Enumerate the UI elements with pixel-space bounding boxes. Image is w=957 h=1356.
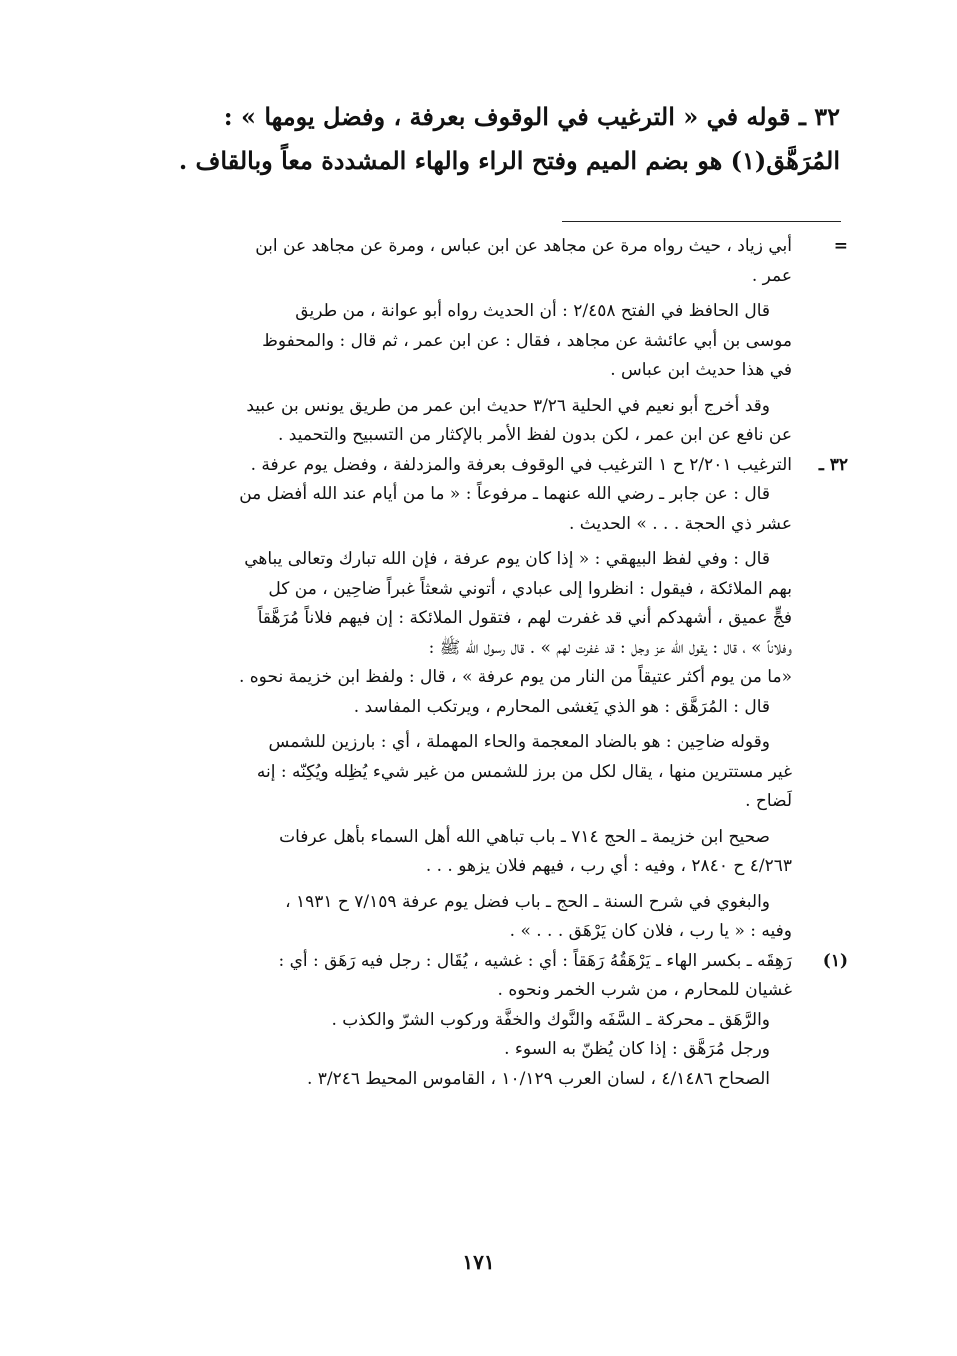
footnote-line: وقوله ضاحِين : هو بالضاد المعجمة والحاء المهملة ، أي : بارزين للشمس	[268, 732, 770, 752]
footnote-line: بهم الملائكة ، فيقول : انظروا إلى عبادي ، أتوني شعثاً غبراً ضاحِين ، من كل	[268, 578, 792, 599]
footnote-line: فجٍّ عميق ، أشهدكم أني قد غفرت لهم ، فتقول الملائكة : إن فيهم فلاناً مُرَهَّقاً	[257, 608, 792, 628]
footnote-continuation	[128, 232, 848, 291]
footnote-line: وفلاناً » ، قال : يقول الله عز وجل : قد غفرت لهم » . قال رسول الله ﷺ :	[428, 637, 792, 658]
footnote-line: قال : عن جابر ـ رضي الله عنهما ـ مرفوعاً : « ما من أيام عند الله أفضل من	[239, 484, 770, 504]
page-number: ١٧١	[462, 1250, 495, 1274]
footnote-line: عمر .	[751, 265, 792, 286]
footnote-paragraph	[128, 480, 848, 539]
footnote-line: قال الحافظ في الفتح ٢/٤٥٨ : أن الحديث رواه أبو عوانة ، من طريق	[295, 301, 770, 321]
footnote-line: غير مستترين منها ، يقال لكل من برز للشمس من غير شيء يُظِله ويُكِنّه : إنه	[256, 761, 792, 782]
footnote-separator	[562, 221, 841, 222]
continuation-marker: =	[833, 236, 848, 256]
footnote-line: والبغوي في شرح السنة ـ الحج ـ باب فضل يوم عرفة ٧/١٥٩ ح ١٩٣١ ،	[285, 891, 770, 912]
footnote-line: عن نافع عن ابن عمر ، لكن بدون لفظ الأمر بالإكثار من التسبيح والتحميد .	[277, 425, 792, 445]
footnote-line: لَضاح .	[745, 791, 792, 811]
footnote-1	[128, 947, 848, 1095]
footnote-line: قال : المُرَهَّق : هو الذي يَغشى المحارم ، ويرتكب المفاسد .	[353, 696, 770, 717]
footnote-line: غشيان للمحارم ، من شرب الخمر ونحوه .	[497, 980, 792, 1000]
footnote-paragraph	[128, 728, 848, 817]
footnote-paragraph	[128, 823, 848, 882]
footnotes	[128, 232, 848, 1094]
footnote-line: موسى بن أبي عائشة عن مجاهد ، فقال : عن ابن عمر ، ثم قال : والمحفوظ	[262, 330, 792, 351]
main-line-2: المُرَهَّق(١) هو بضم الميم وفتح الراء والهاء المشددة معاً وبالقاف .	[178, 146, 840, 175]
footnote-line: والرَّهَق ـ محركة ـ السَّفَه والنَّوك والخفَّة وركوب الشرّ والكذب .	[331, 1009, 770, 1030]
footnote-line: أبي زياد ، حيث رواه مرة عن مجاهد عن ابن عباس ، ومرة عن مجاهد عن ابن	[255, 236, 792, 256]
main-line-1: ٣٢ ـ قوله في « الترغيب في الوقوف بعرفة ، وفضل يومها » :	[223, 102, 840, 131]
footnote-line: صحيح ابن خزيمة ـ الحج ٧١٤ ـ باب تباهي الله أهل السماء بأهل عرفات	[279, 826, 770, 847]
footnote-32	[128, 451, 848, 481]
footnote-paragraph	[128, 392, 848, 451]
footnote-line: في هذا حديث ابن عباس .	[610, 360, 792, 380]
footnote-line: وفيه : « يا رب ، فلان كان يَرْهَق . . . » .	[509, 921, 792, 941]
footnote-1-marker: (١)	[822, 950, 848, 971]
footnote-paragraph	[128, 545, 848, 693]
footnote-paragraph	[128, 297, 848, 386]
footnote-line: وقد أخرج أبو نعيم في الحلية ٣/٢٦ حديث ابن عمر من طريق يونس بن عبيد	[246, 395, 770, 416]
footnote-line: رَهِقَه ـ بكسر الهاء ـ يَرْهَقُهُ رَهَقاً : أي : غشيه ، يُقَال : رجل فيه رَهَق : أي :	[278, 950, 792, 971]
footnote-32-marker: ٣٢ ـ	[818, 454, 848, 475]
main-text	[120, 95, 840, 183]
footnote-line: ورجل مُرَهَّق : إذا كان يُظنّ به السوء .	[504, 1039, 770, 1059]
footnote-line: عشر ذي الحجة . . . » الحديث .	[568, 513, 792, 534]
footnote-line: الصحاح ٤/١٤٨٦ ، لسان العرب ١٠/١٢٩ ، القاموس المحيط ٣/٢٤٦ .	[306, 1068, 770, 1089]
footnote-paragraph	[128, 888, 848, 947]
footnote-line: الترغيب ٢/٢٠١ ح ١ الترغيب في الوقوف بعرفة والمزدلفة ، وفضل يوم عرفة .	[250, 454, 792, 475]
footnote-paragraph	[128, 693, 848, 723]
footnote-line: ٤/٢٦٣ ح ٢٨٤٠ ، وفيه : أي رب ، فيهم فلان يزهو . . .	[425, 856, 792, 876]
footnote-line: قال : وفي لفظ البيهقي : « إذا كان يوم عرفة ، فإن الله تبارك وتعالى يباهي	[244, 549, 770, 569]
footnote-line: «ما من يوم أكثر عتيقاً من النار من يوم عرفة » ، قال : ولفظ ابن خزيمة نحوه .	[238, 667, 792, 687]
